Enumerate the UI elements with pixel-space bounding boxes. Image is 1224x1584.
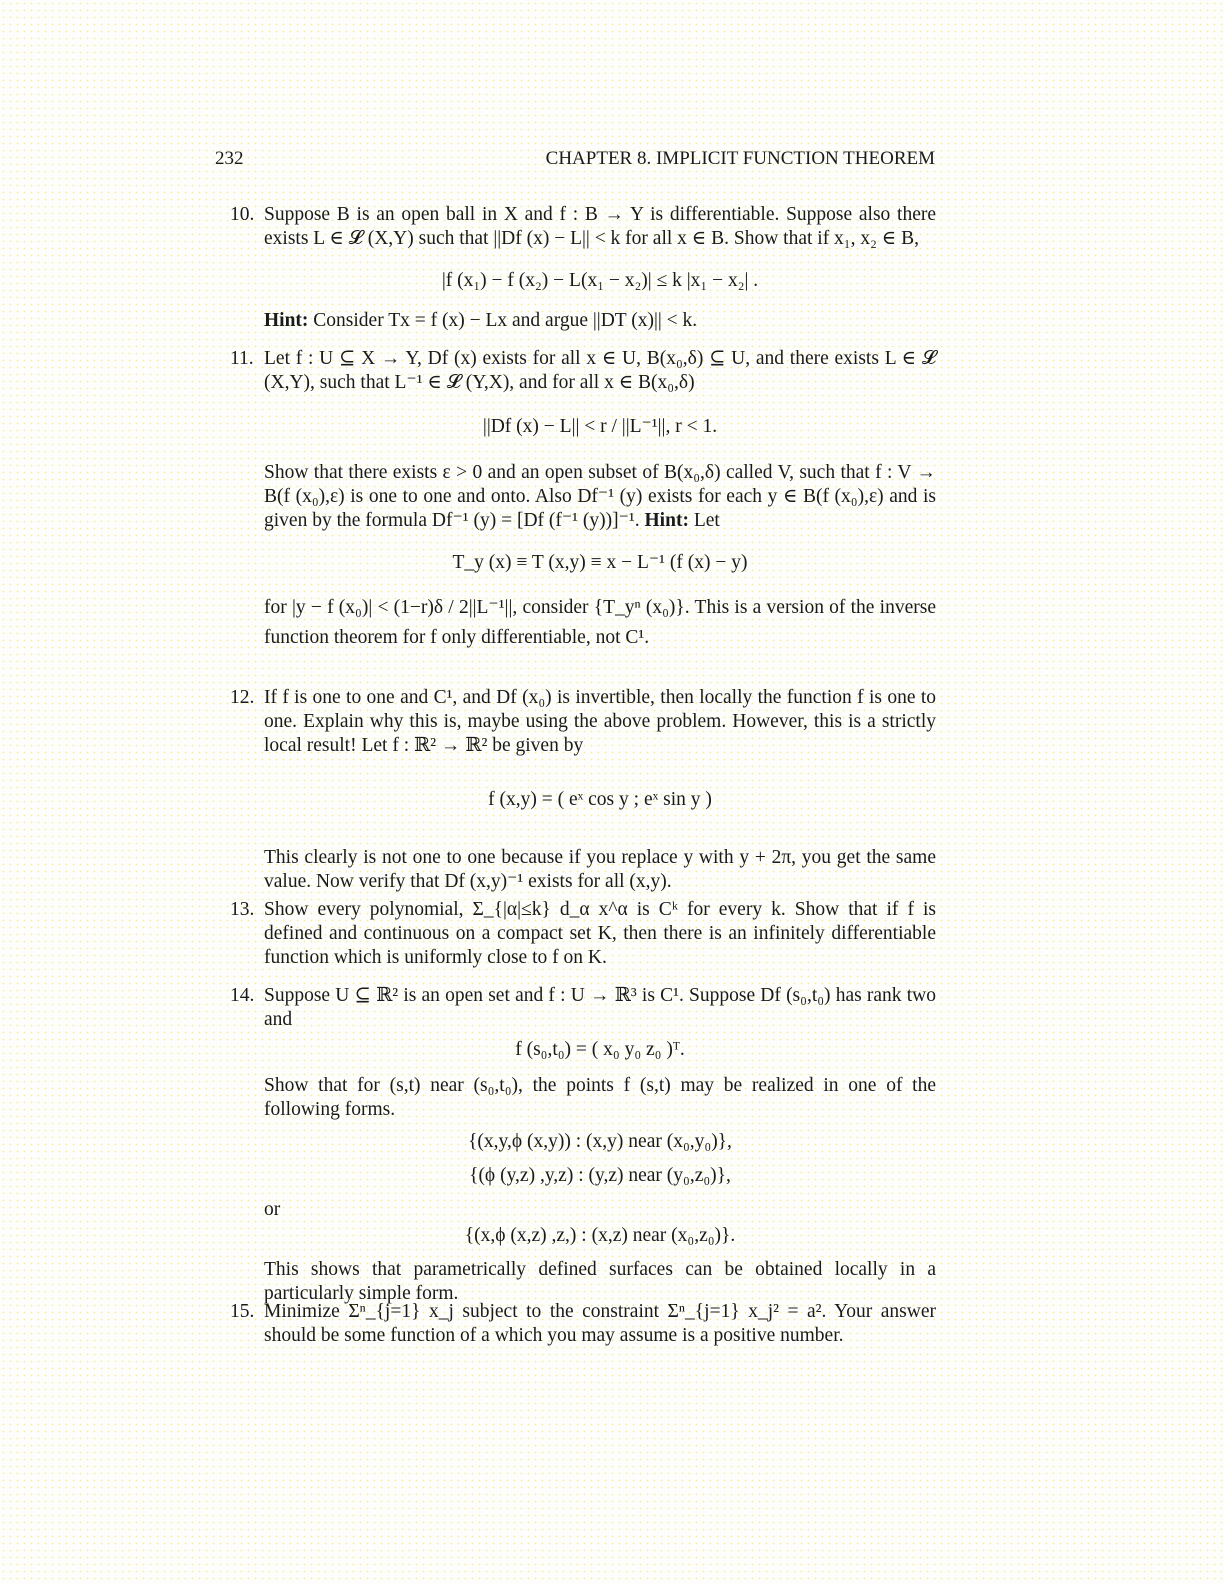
display-equation: f (x,y) = ( eˣ cos y ; eˣ sin y ) — [488, 789, 712, 810]
problem-text-2 — [264, 461, 936, 533]
problem-text: Minimize Σⁿ_{j=1} x_j subject to the constraint Σⁿ_{j=1} x_j² = a². Your answer should be some function of a which you may assume is a positive number. — [264, 1301, 936, 1346]
problem-text: Suppose B is an open ball in X and f : B → Y is differentiable. Suppose also there exists L ∈ 𝓛 (X,Y) such that ||Df (x) − L|| < k for all x ∈ B. Show that if x₁, x₂ ∈ B, — [264, 204, 936, 249]
problem-text-3: for |y − f (x₀)| < (1−r)δ / 2||L⁻¹||, consider {T_yⁿ (x₀)}. This is a version of the inverse function theorem for f only differentiable, not C¹. — [264, 597, 936, 648]
display-equation: f (s₀,t₀) = ( x₀ y₀ z₀ )ᵀ. — [515, 1039, 685, 1060]
display-equation: |f (x₁) − f (x₂) − L(x₁ − x₂)| ≤ k |x₁ − x₂| . — [441, 270, 759, 291]
or-label: or — [264, 1199, 281, 1220]
problem-text: If f is one to one and C¹, and Df (x₀) is invertible, then locally the function f is one to one. Explain why this is, maybe using the above problem. However, this is a strictly local result! Let f : ℝ² → ℝ² be given by — [264, 687, 936, 756]
problem-text-2: This clearly is not one to one because if you replace y with y + 2π, you get the same value. Now verify that Df (x,y)⁻¹ exists for all (x,y). — [264, 847, 936, 892]
problem-text: Show every polynomial, Σ_{|α|≤k} d_α x^α is Cᵏ for every k. Show that if f is defined and continuous on a compact set K, then there is an infinitely differentiable function which is uniformly close to f on K. — [264, 899, 936, 968]
problem-text: Suppose U ⊆ ℝ² is an open set and f : U → ℝ³ is C¹. Suppose Df (s₀,t₀) has rank two and — [264, 985, 936, 1030]
problem-10 — [230, 203, 936, 333]
form-1: {(x,y,ϕ (x,y)) : (x,y) near (x₀,y₀)}, — [468, 1131, 732, 1152]
page-number: 232 — [215, 148, 244, 169]
problem-11 — [230, 347, 936, 653]
problem-number: 13. — [230, 899, 255, 920]
problem-15 — [230, 1300, 936, 1348]
problem-12 — [230, 686, 936, 894]
problem-number: 12. — [230, 687, 255, 708]
hint-text: Consider Tx = f (x) − Lx and argue ||DT (x)|| < k. — [313, 310, 698, 331]
display-equation: ||Df (x) − L|| < r / ||L⁻¹||, r < 1. — [482, 416, 718, 437]
problem-14 — [230, 984, 936, 1306]
problem-text-2: Show that for (s,t) near (s₀,t₀), the points f (s,t) may be realized in one of the following forms. — [264, 1075, 936, 1120]
hint-text: Let — [693, 510, 720, 531]
problem-number: 14. — [230, 985, 255, 1006]
problem-text-3: This shows that parametrically defined surfaces can be obtained locally in a particularly simple form. — [264, 1259, 936, 1304]
chapter-title: CHAPTER 8. IMPLICIT FUNCTION THEOREM — [545, 148, 935, 169]
hint-label: Hint: — [264, 310, 309, 331]
form-3: {(x,ϕ (x,z) ,z,) : (x,z) near (x₀,z₀)}. — [464, 1225, 736, 1246]
problem-number: 15. — [230, 1301, 255, 1322]
body-text: Show that there exists ε > 0 and an open subset of B(x₀,δ) called V, such that f : V → B(f (x₀),ε) is one to one and onto. Also Df⁻¹ (y) exists for each y ∈ B(f (x₀),ε) and is given by the formula Df⁻¹ (y) = [Df (f⁻¹ (y))]⁻¹. — [264, 462, 936, 531]
problem-13 — [230, 898, 936, 970]
problem-text: Let f : U ⊆ X → Y, Df (x) exists for all x ∈ U, B(x₀,δ) ⊆ U, and there exists L ∈ 𝓛 (X,Y), such that L⁻¹ ∈ 𝓛 (Y,X), and for all x ∈ B(x₀,δ) — [264, 348, 936, 393]
hint-label: Hint: — [644, 510, 689, 531]
form-2: {(ϕ (y,z) ,y,z) : (y,z) near (y₀,z₀)}, — [469, 1165, 731, 1186]
display-equation-2: T_y (x) ≡ T (x,y) ≡ x − L⁻¹ (f (x) − y) — [452, 552, 748, 573]
problem-number: 11. — [230, 348, 254, 369]
hint — [264, 309, 936, 333]
problem-number: 10. — [230, 204, 255, 225]
